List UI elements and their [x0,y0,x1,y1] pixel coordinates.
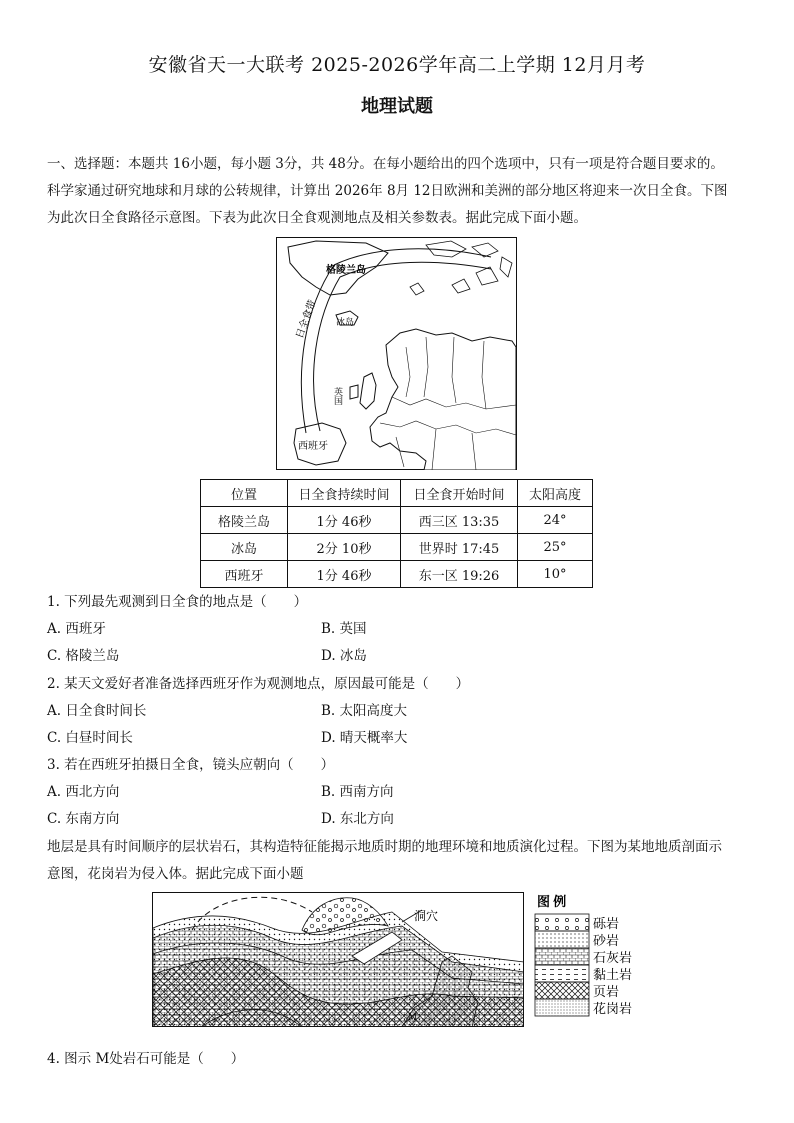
legend-item: 花岗岩 [593,1001,633,1016]
table-header: 太阳高度 [518,480,593,507]
legend-item: 页岩 [593,984,620,999]
map-label-greenland: 格陵兰岛 [326,265,366,276]
page-subtitle: 地理试题 [361,96,433,117]
question-1-option-b[interactable]: B. 英国 [321,621,367,637]
question-2-stem: 2. 某天文爱好者准备选择西班牙作为观测地点，原因最可能是（ ） [47,676,470,692]
section-intro [47,151,759,232]
table-cell: 2分 10秒 [288,534,401,561]
intro-line: 科学家通过研究地球和月球的公转规律，计算出 2026年 8月 12日欧洲和美洲的部分地区将迎来一次日全食。下图 [47,183,728,199]
question-3-option-c[interactable]: C. 东南方向 [47,811,120,827]
table-row [201,507,593,534]
question-1-option-a[interactable]: A. 西班牙 [47,621,106,637]
question-2-option-a[interactable]: A. 日全食时间长 [47,703,147,719]
table-cell: 1分 46秒 [288,561,401,588]
table-row [201,534,593,561]
intro-line: 意图，花岗岩为侵入体。据此完成下面小题 [47,866,304,882]
geological-section-diagram [152,892,524,1027]
intro-line: 地层是具有时间顺序的层状岩石，其构造特征能揭示地质时期的地理环境和地质演化过程。下图为某地地质剖面示 [47,839,722,855]
table-cell: 1分 46秒 [288,507,401,534]
map-label-spain: 西班牙 [298,441,328,452]
geo-label-cave: 洞穴 [414,909,439,923]
table-cell: 西班牙 [201,561,288,588]
table-cell: 世界时 17:45 [401,534,518,561]
question-1-stem: 1. 下列最先观测到日全食的地点是（ ） [47,594,308,610]
legend-title: 图 例 [537,894,567,909]
table-header-row [201,480,593,507]
intro-line: 为此次日全食路径示意图。下表为此次日全食观测地点及相关参数表。据此完成下面小题。 [47,210,587,226]
legend-item: 石灰岩 [593,950,633,965]
section-intro-geology [47,834,759,888]
svg-text:英国: 英国 [333,387,343,405]
table-header: 日全食持续时间 [288,480,401,507]
table-cell: 东一区 19:26 [401,561,518,588]
question-1-option-c[interactable]: C. 格陵兰岛 [47,648,120,664]
question-2-option-b[interactable]: B. 太阳高度大 [321,703,408,719]
intro-line: 一、选择题：本题共 16小题，每小题 3分，共 48分。在每小题给出的四个选项中，只有一项是符合题目要求的。 [47,156,724,172]
question-3-option-b[interactable]: B. 西南方向 [321,784,394,800]
map-label-iceland: 冰岛 [336,317,355,327]
table-cell: 冰岛 [201,534,288,561]
table-cell: 24° [518,507,593,534]
question-2-option-d[interactable]: D. 晴天概率大 [321,730,408,746]
question-3-option-d[interactable]: D. 东北方向 [321,811,394,827]
table-cell: 格陵兰岛 [201,507,288,534]
legend-item: 黏土岩 [593,967,633,982]
question-4-stem: 4. 图示 M处岩石可能是（ ） [47,1051,245,1067]
table-cell: 25° [518,534,593,561]
table-row [201,561,593,588]
eclipse-parameter-table [200,479,593,588]
map-label-eclipse-band: 日全食带 [294,298,319,341]
page-title: 安徽省天一大联考 2025-2026学年高二上学期 12月月考 [148,54,646,76]
question-3-option-a[interactable]: A. 西北方向 [47,784,120,800]
table-cell: 10° [518,561,593,588]
question-2-option-c[interactable]: C. 白昼时间长 [47,730,133,746]
solar-eclipse-path-map [276,237,517,470]
table-header: 日全食开始时间 [401,480,518,507]
geo-label-m: M [408,1012,417,1023]
map-label-uk [333,386,343,406]
question-1-option-d[interactable]: D. 冰岛 [321,648,367,664]
legend-item: 砾岩 [593,916,620,931]
geology-legend [533,892,653,1027]
legend-item: 砂岩 [593,933,620,948]
question-3-stem: 3. 若在西班牙拍摄日全食，镜头应朝向（ ） [47,757,335,773]
table-cell: 西三区 13:35 [401,507,518,534]
table-header: 位置 [201,480,288,507]
